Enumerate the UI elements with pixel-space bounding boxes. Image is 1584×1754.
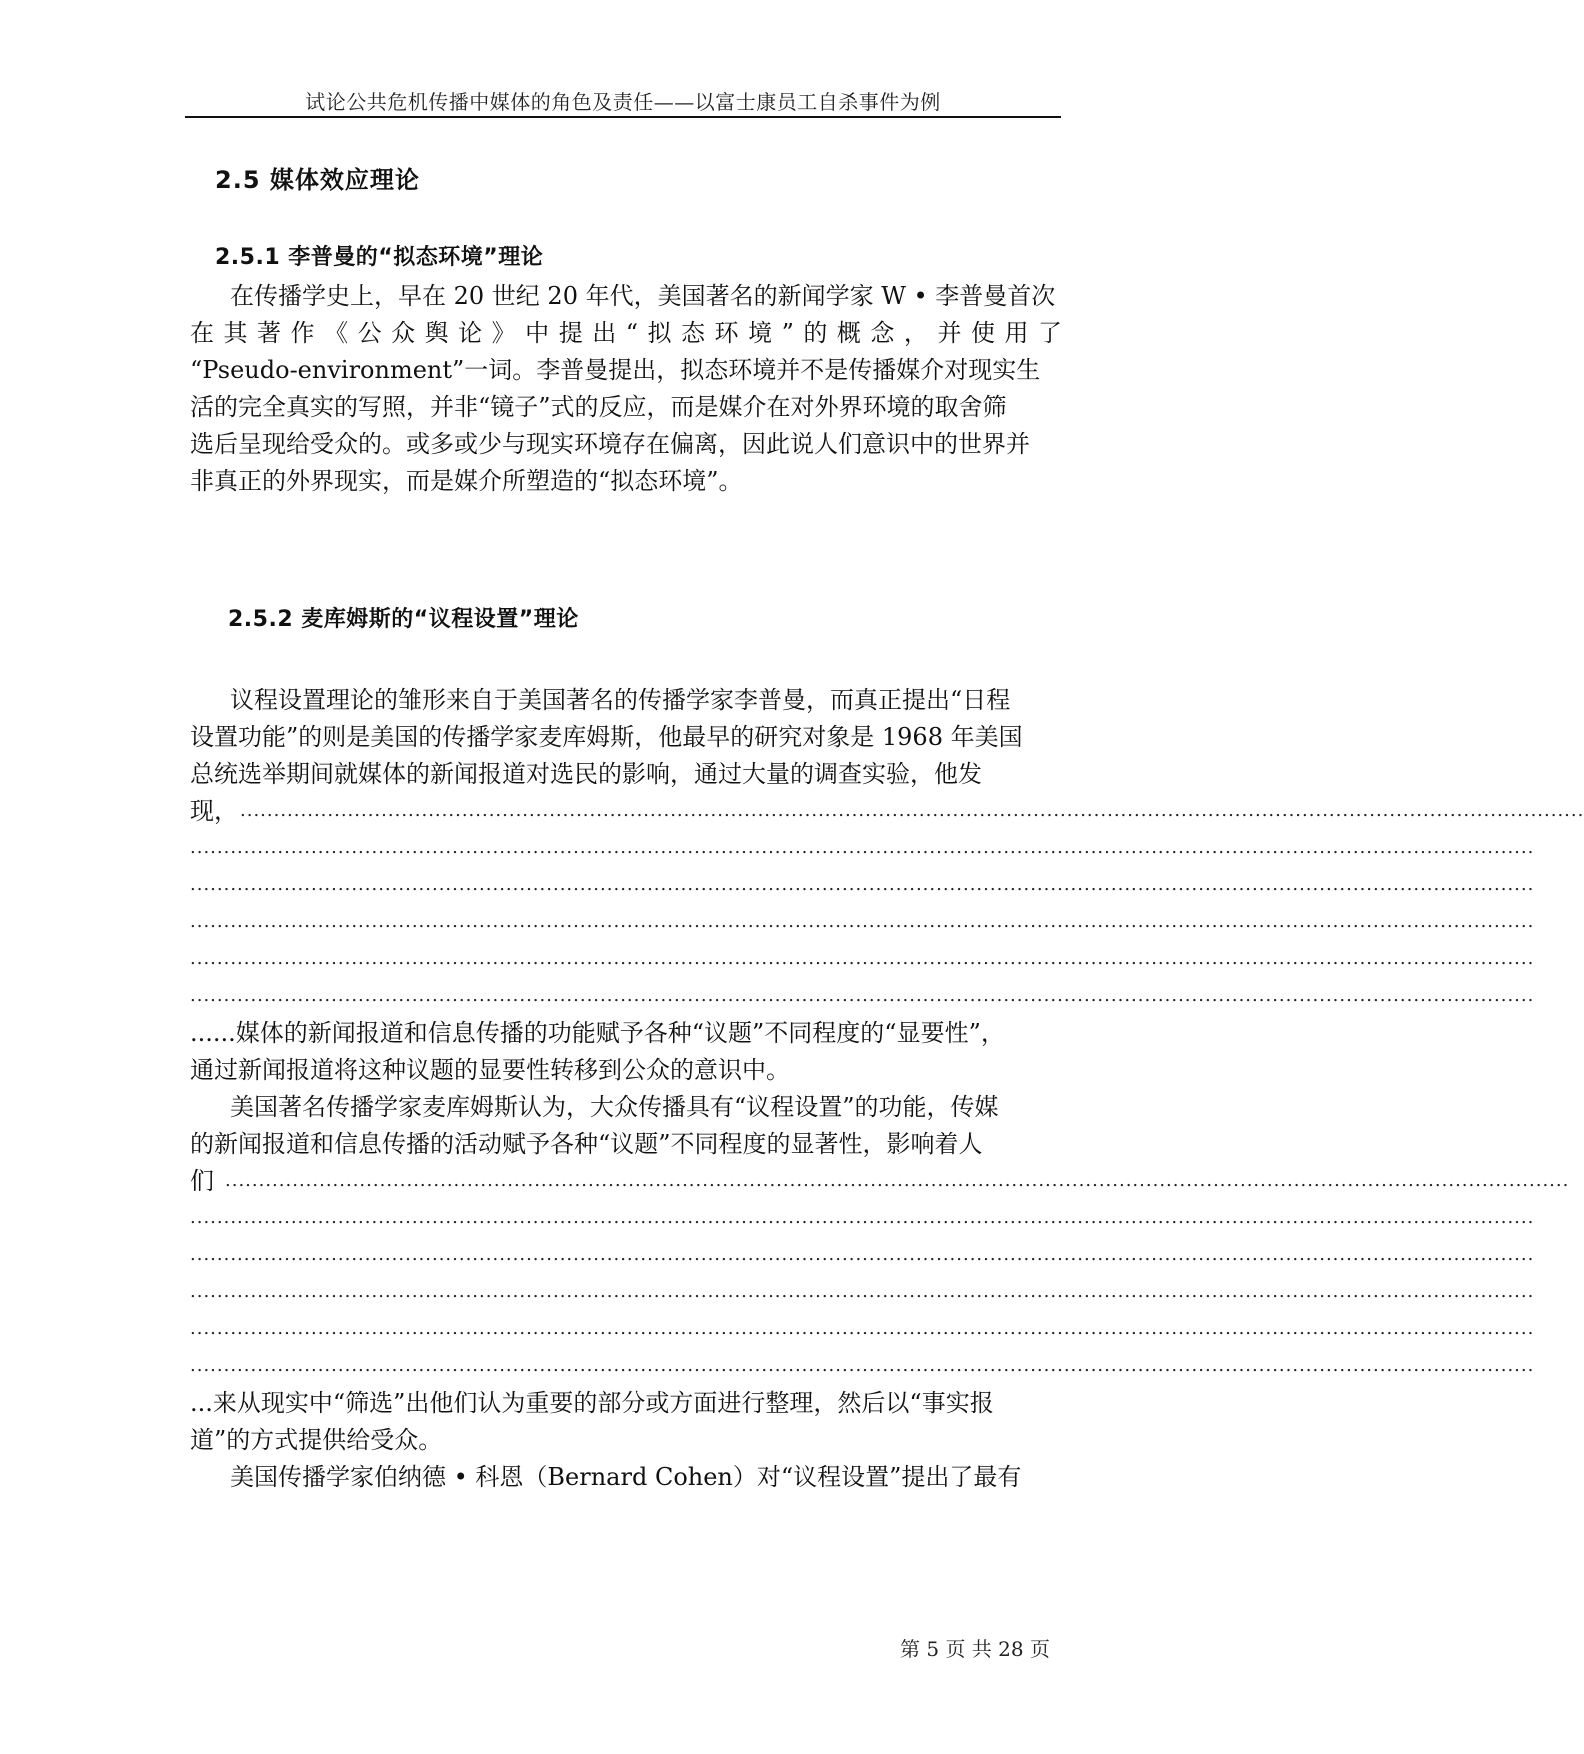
paragraph-line: 在其著作《公众舆论》中提出“拟态环境”的概念，并使用了 <box>190 319 1062 347</box>
omission-dots: ........................................................................................................................................................................................................ <box>190 837 1535 858</box>
omission-dots: ........................................................................................................................................................................................................ <box>190 1281 1535 1302</box>
omission-dots: ........................................................................................................................................................................................................ <box>190 948 1535 969</box>
omission-dots: ........................................................................................................................................................................................................ <box>190 874 1535 895</box>
paragraph-line: “Pseudo-environment”一词。李普曼提出，拟态环境并不是传播媒介对现实生 <box>190 356 1041 384</box>
paragraph-line: 总统选举期间就媒体的新闻报道对选民的影响，通过大量的调查实验，他发 <box>190 760 982 788</box>
paragraph-line: 在传播学史上，早在 20 世纪 20 年代，美国著名的新闻学家 W • 李普曼首次 <box>230 282 1056 310</box>
paragraph-line: 道”的方式提供给受众。 <box>190 1426 443 1454</box>
omission-dots: ........................................................................................................................................................................................................ <box>190 1244 1535 1265</box>
paragraph-line: 们 <box>190 1167 214 1195</box>
omission-dots: ........................................................................................................................................................................................................ <box>190 1318 1535 1339</box>
omission-dots: ........................................................................................................................................................................................................ <box>240 800 1584 821</box>
subsection-heading-1: 2.5.1 李普曼的“拟态环境”理论 <box>215 245 544 270</box>
paragraph-line: 通过新闻报道将这种议题的显要性转移到公众的意识中。 <box>190 1056 790 1084</box>
paragraph-line: 美国著名传播学家麦库姆斯认为，大众传播具有“议程设置”的功能，传媒 <box>230 1093 999 1121</box>
subsection-heading-2: 2.5.2 麦库姆斯的“议程设置”理论 <box>228 607 579 632</box>
paragraph-line: 活的完全真实的写照，并非“镜子”式的反应，而是媒介在对外界环境的取舍筛 <box>190 393 1007 421</box>
paragraph-line: 非真正的外界现实，而是媒介所塑造的“拟态环境”。 <box>190 467 743 495</box>
running-header: 试论公共危机传播中媒体的角色及责任——以富士康员工自杀事件为例 <box>305 90 941 114</box>
page-number: 第 5 页 共 28 页 <box>900 1637 1050 1661</box>
paragraph-line: 设置功能”的则是美国的传播学家麦库姆斯，他最早的研究对象是 1968 年美国 <box>190 723 1023 751</box>
omission-dots: ........................................................................................................................................................................................................ <box>190 1355 1535 1376</box>
paragraph-line: ...来从现实中“筛选”出他们认为重要的部分或方面进行整理，然后以“事实报 <box>190 1389 994 1417</box>
omission-dots: ........................................................................................................................................................................................................ <box>190 1207 1535 1228</box>
section-heading: 2.5 媒体效应理论 <box>215 166 420 194</box>
omission-dots: ........................................................................................................................................................................................................ <box>190 985 1535 1006</box>
paragraph-line: 议程设置理论的雏形来自于美国著名的传播学家李普曼，而真正提出“日程 <box>230 686 1011 714</box>
paragraph-line: 美国传播学家伯纳德 • 科恩（Bernard Cohen）对“议程设置”提出了最有 <box>230 1463 1022 1491</box>
omission-dots: ........................................................................................................................................................................................................ <box>225 1170 1570 1191</box>
paragraph-line: ......媒体的新闻报道和信息传播的功能赋予各种“议题”不同程度的“显要性”， <box>190 1019 1005 1047</box>
paragraph-line: 现， <box>190 797 238 825</box>
paragraph-line: 的新闻报道和信息传播的活动赋予各种“议题”不同程度的显著性，影响着人 <box>190 1130 983 1158</box>
paragraph-line: 选后呈现给受众的。或多或少与现实环境存在偏离，因此说人们意识中的世界并 <box>190 430 1030 458</box>
omission-dots: ........................................................................................................................................................................................................ <box>190 911 1535 932</box>
header-rule <box>185 116 1061 118</box>
